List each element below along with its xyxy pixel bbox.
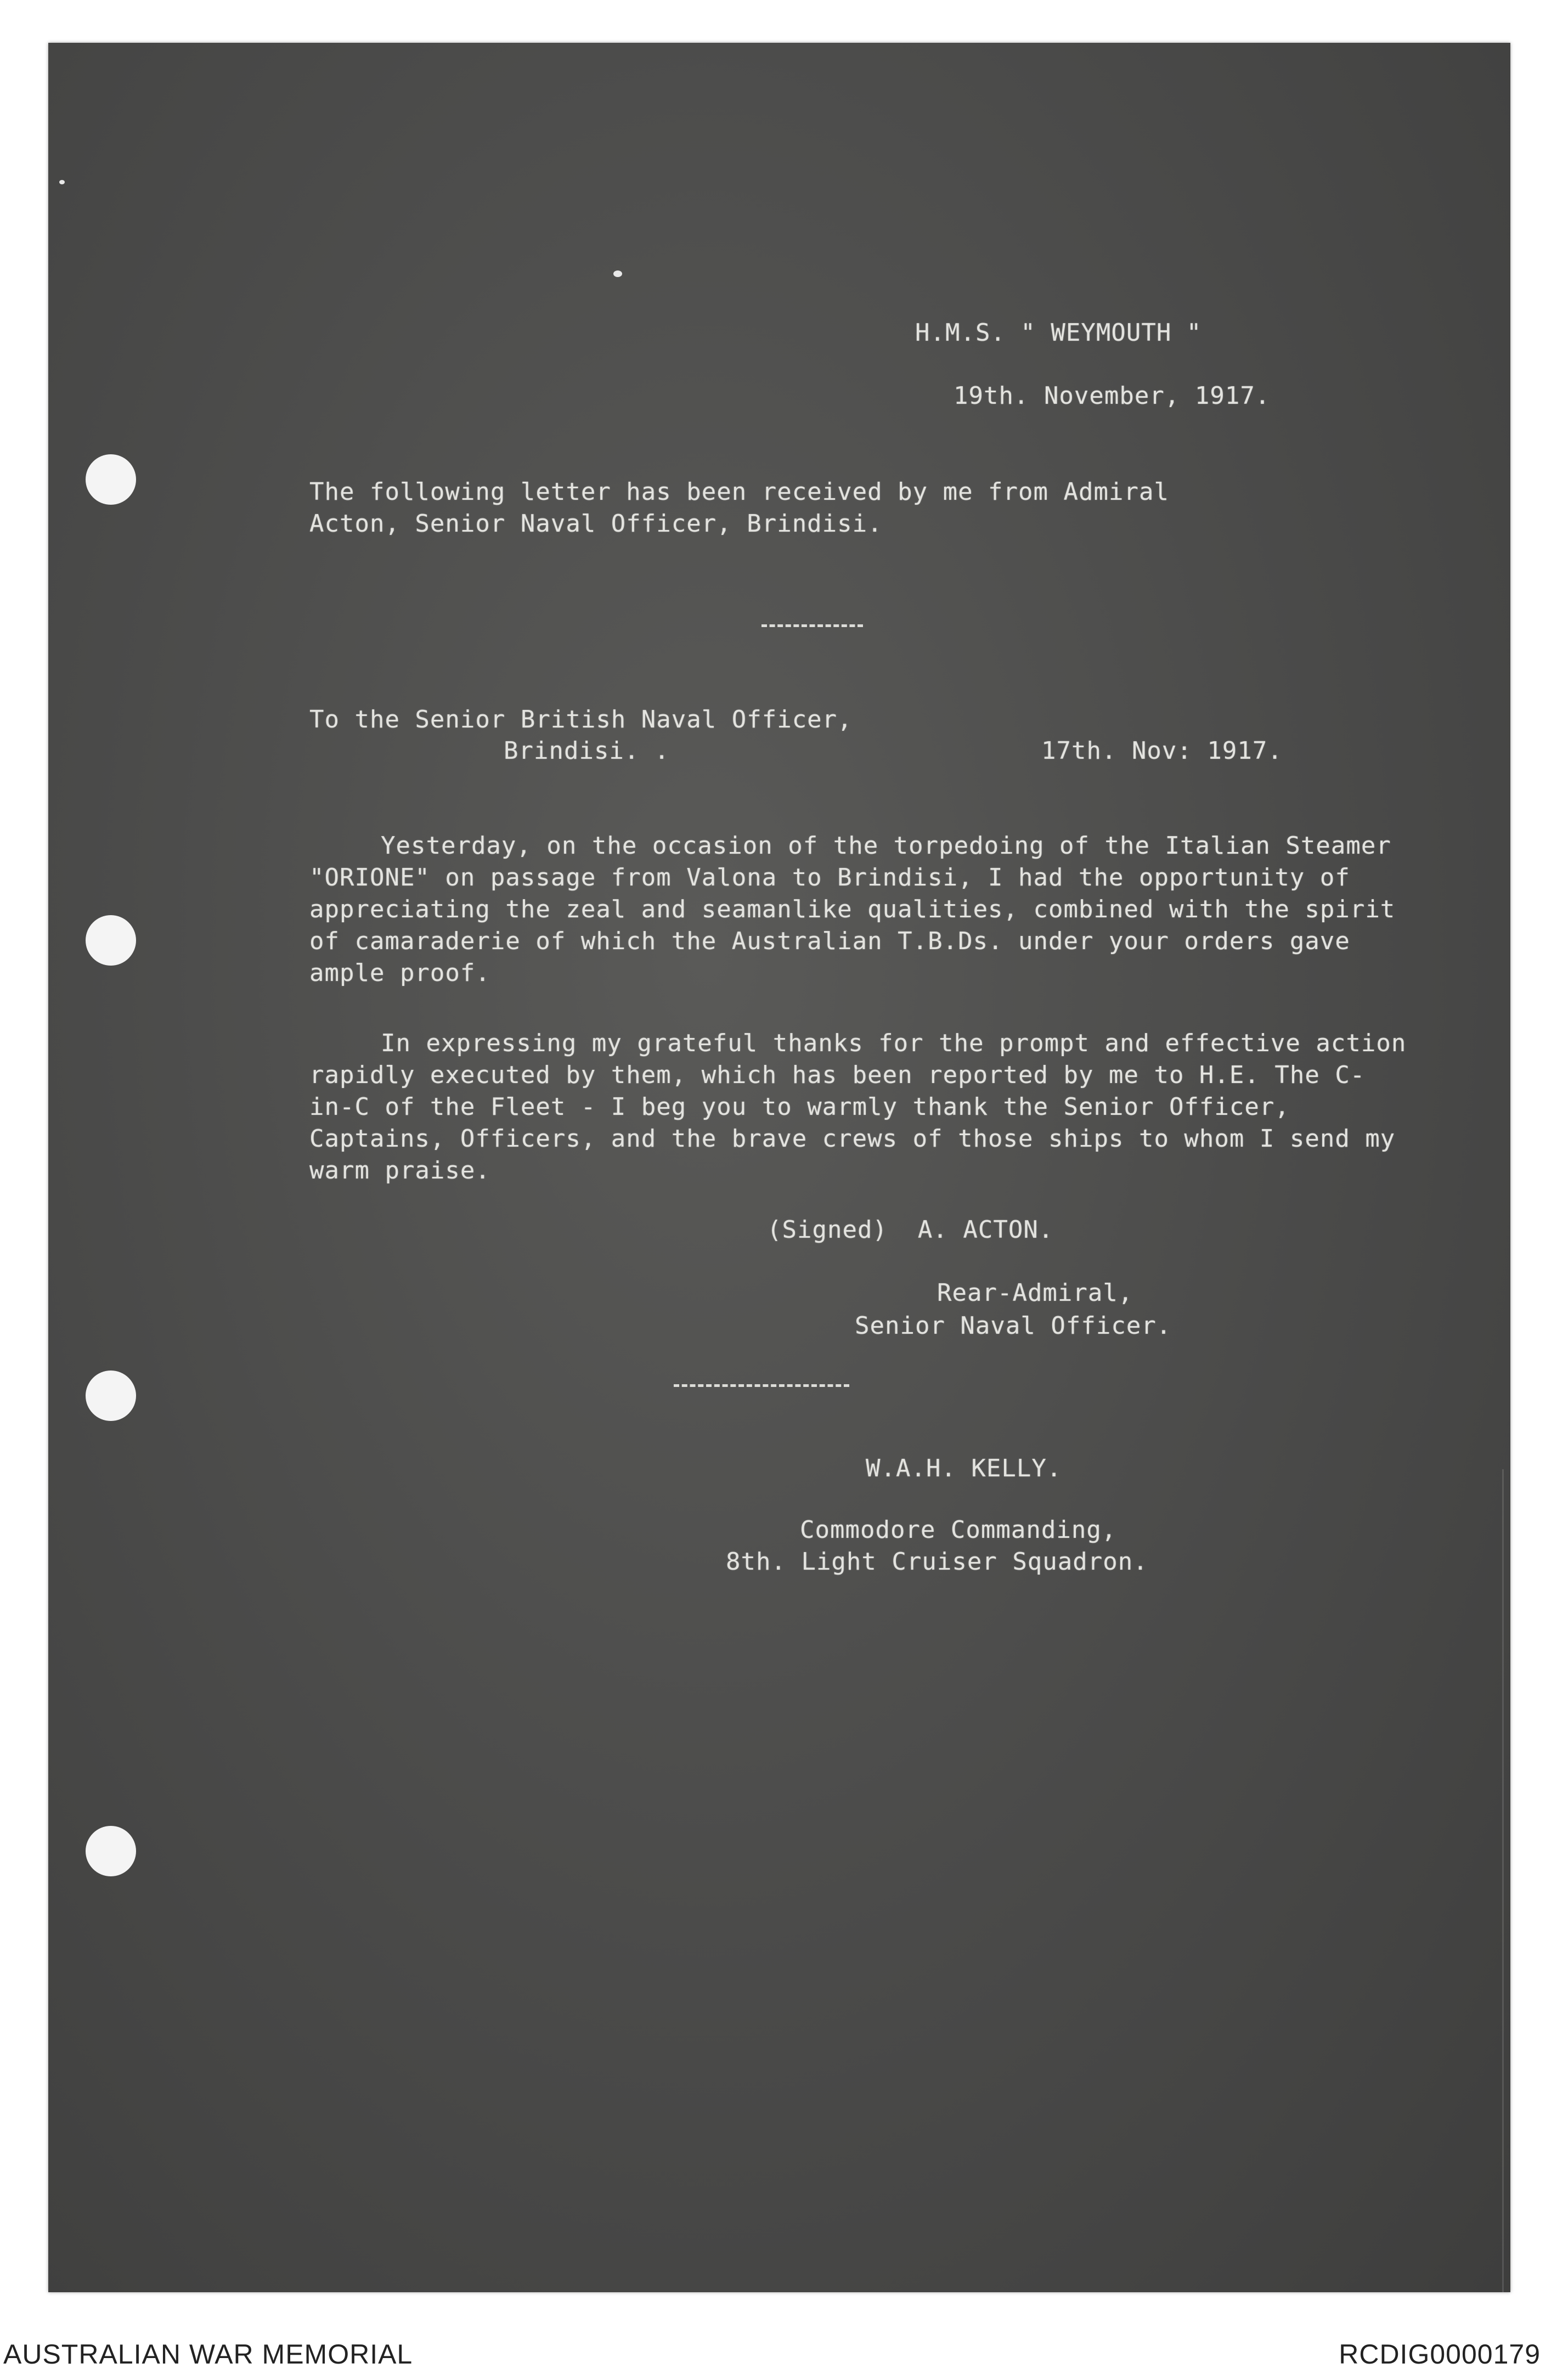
signer-title: Senior Naval Officer. <box>855 1312 1172 1340</box>
closing-title-1: Commodore Commanding, <box>800 1516 1117 1544</box>
archive-credit: AUSTRALIAN WAR MEMORIAL <box>3 2339 413 2370</box>
letter-date: 19th. November, 1917. <box>954 382 1271 410</box>
addressee-line-1: To the Senior British Naval Officer, <box>309 706 853 734</box>
closing-title-2: 8th. Light Cruiser Squadron. <box>726 1548 1148 1576</box>
addressee-line-2: Brindisi. . <box>504 737 670 765</box>
body-paragraph-2: In expressing my grateful thanks for the prompt and effective action rapidly executed by them, which has been reported by me to H.E. The C-in-C of the Fleet - I beg you to warmly thank the Senior Officer, Captains, Officers, and the brave crews of those ships to whom I send my warm praise. <box>309 1029 1407 1185</box>
paper-speck <box>613 270 622 277</box>
paper-speck <box>59 180 65 184</box>
document-sheet <box>48 43 1510 2292</box>
punch-hole <box>86 454 136 505</box>
paper-crease <box>1502 1469 1504 2292</box>
punch-hole <box>86 915 136 966</box>
signature-line: (Signed) A. ACTON. <box>767 1216 1054 1244</box>
signer-rank: Rear-Admiral, <box>937 1279 1133 1307</box>
ship-name: H.M.S. " WEYMOUTH " <box>915 319 1202 347</box>
inner-letter-date: 17th. Nov: 1917. <box>1041 737 1283 765</box>
separator-rule <box>761 624 863 627</box>
archive-reference: RCDIG0000179 <box>1339 2339 1541 2370</box>
intro-text: The following letter has been received by me from Admiral Acton, Senior Naval Officer, Brindisi. <box>309 478 1169 538</box>
separator-rule <box>674 1384 849 1387</box>
closing-name: W.A.H. KELLY. <box>866 1454 1062 1482</box>
punch-hole <box>86 1826 136 1876</box>
punch-hole <box>86 1371 136 1421</box>
body-paragraph-1: Yesterday, on the occasion of the torpedoing of the Italian Steamer "ORIONE" on passage from Valona to Brindisi, I had the opportunity of appreciating the zeal and seamanlike qualities, combined with the spirit of camaraderie of which the Australian T.B.Ds. under your orders gave ample proof. <box>309 832 1396 987</box>
